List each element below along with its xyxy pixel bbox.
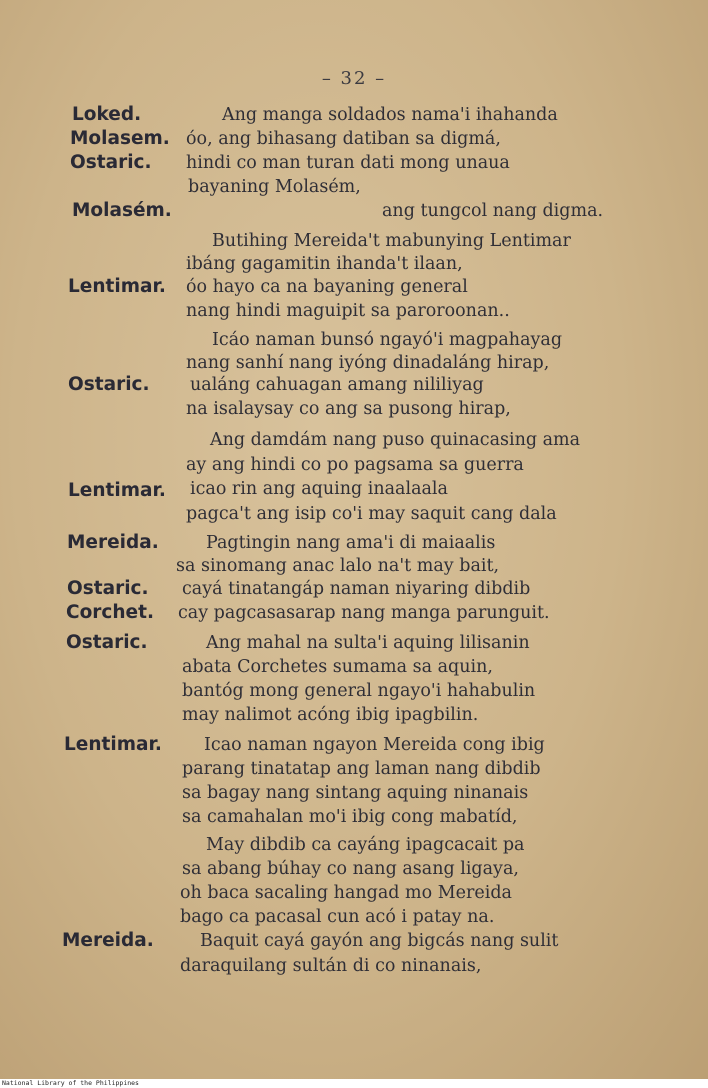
verse-line: cayá tinatangáp naman niyaring dibdib	[182, 579, 531, 599]
verse-line: na isalaysay co ang sa pusong hirap,	[186, 399, 511, 419]
verse-line: abata Corchetes sumama sa aquin,	[182, 657, 493, 677]
verse-line: óo, ang bihasang datiban sa digmá,	[186, 129, 501, 149]
verse-line: Icáo naman bunsó ngayó'i magpahayag	[212, 330, 563, 350]
verse-line: ualáng cahuagan amang nililiyag	[190, 375, 484, 395]
verse-line: cay pagcasasarap nang manga parunguit.	[178, 603, 550, 623]
page-number: – 32 –	[321, 68, 387, 89]
speaker-name: Ostaric.	[70, 152, 152, 173]
verse-line: nang hindi maguipit sa paroroonan..	[186, 301, 510, 321]
verse-line: Baquit cayá gayón ang bigcás nang sulit	[200, 931, 559, 951]
verse-line: parang tinatatap ang laman nang dibdib	[182, 759, 541, 779]
library-credit: National Library of the Philippines	[2, 1079, 139, 1087]
speaker-name: Mereida.	[62, 930, 154, 951]
footer-bar	[0, 1079, 708, 1088]
verse-line: ibáng gagamitin ihanda't ilaan,	[186, 254, 463, 274]
verse-line: may nalimot acóng ibig ipagbilin.	[182, 705, 479, 725]
verse-line: Butihing Mereida't mabunying Lentimar	[212, 231, 571, 251]
verse-line: pagca't ang isip co'i may saquit cang dala	[186, 504, 557, 524]
verse-line: bayaning Molasém,	[188, 177, 361, 197]
speaker-name: Lentimar.	[64, 734, 162, 755]
verse-line: icao rin ang aquing inaalaala	[190, 479, 448, 499]
speaker-name: Lentimar.	[68, 276, 166, 297]
verse-line: daraquilang sultán di co ninanais,	[180, 956, 482, 976]
verse-line: sa sinomang anac lalo na't may bait,	[176, 556, 500, 576]
verse-line: bantóg mong general ngayo'i hahabulin	[182, 681, 536, 701]
verse-line: oh baca sacaling hangad mo Mereida	[180, 883, 512, 903]
speaker-name: Corchet.	[66, 602, 154, 623]
verse-line: Ang damdám nang puso quinacasing ama	[210, 430, 581, 450]
verse-line: sa abang búhay co nang asang ligaya,	[182, 859, 519, 879]
speaker-name: Loked.	[72, 104, 142, 125]
verse-line: ay ang hindi co po pagsama sa guerra	[186, 455, 524, 475]
verse-line: Ang manga soldados nama'i ihahanda	[222, 105, 558, 125]
verse-line: óo hayo ca na bayaning general	[186, 277, 468, 297]
verse-line: nang sanhí nang iyóng dinadaláng hirap,	[186, 353, 550, 373]
verse-line: ang tungcol nang digma.	[382, 201, 604, 221]
verse-line: hindi co man turan dati mong unaua	[186, 153, 510, 173]
verse-line: Icao naman ngayon Mereida cong ibig	[204, 735, 545, 755]
speaker-name: Molasem.	[70, 128, 170, 149]
verse-line: sa bagay nang sintang aquing ninanais	[182, 783, 529, 803]
verse-line: Ang mahal na sulta'i aquing lilisanin	[206, 633, 530, 653]
speaker-name: Mereida.	[67, 532, 159, 553]
speaker-name: Lentimar.	[68, 480, 166, 501]
verse-line: Pagtingin nang ama'i di maiaalis	[206, 533, 496, 553]
verse-line: May dibdib ca cayáng ipagcacait pa	[206, 835, 525, 855]
speaker-name: Ostaric.	[67, 578, 149, 599]
verse-line: sa camahalan mo'i ibig cong mabatíd,	[182, 807, 518, 827]
speaker-name: Molasém.	[72, 200, 172, 221]
speaker-name: Ostaric.	[68, 374, 150, 395]
verse-line: bago ca pacasal cun acó i patay na.	[180, 907, 495, 927]
speaker-name: Ostaric.	[66, 632, 148, 653]
